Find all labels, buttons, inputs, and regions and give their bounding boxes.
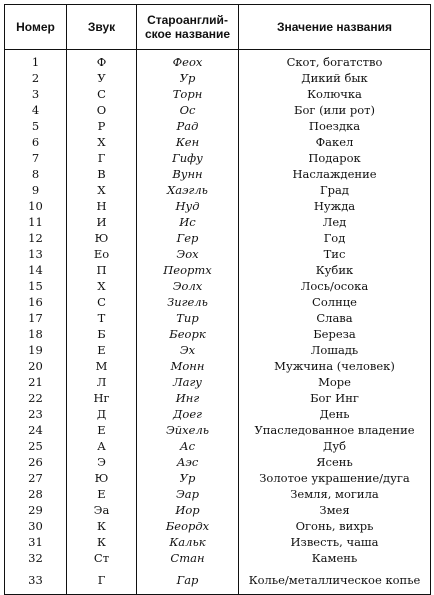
cell-old-english-name: Инг — [137, 390, 239, 406]
cell-meaning: Море — [239, 374, 431, 390]
table-row — [5, 438, 431, 454]
cell-old-english-name: Вунн — [137, 166, 239, 182]
table-row — [5, 150, 431, 166]
cell-sound: М — [67, 358, 137, 374]
table-row — [5, 198, 431, 214]
cell-meaning: Золотое украшение/дуга — [239, 470, 431, 486]
cell-sound: Г — [67, 566, 137, 595]
table-row — [5, 50, 431, 71]
table-row — [5, 518, 431, 534]
cell-old-english-name: Ур — [137, 470, 239, 486]
cell-sound: Ф — [67, 50, 137, 71]
cell-number: 26 — [5, 454, 67, 470]
table-row — [5, 294, 431, 310]
cell-number: 22 — [5, 390, 67, 406]
table-row — [5, 470, 431, 486]
cell-meaning: Ясень — [239, 454, 431, 470]
cell-number: 6 — [5, 134, 67, 150]
header-meaning: Значение названия — [239, 5, 431, 50]
cell-meaning: Бог Инг — [239, 390, 431, 406]
cell-number: 11 — [5, 214, 67, 230]
cell-sound: Ст — [67, 550, 137, 566]
cell-old-english-name: Кальк — [137, 534, 239, 550]
table-row — [5, 502, 431, 518]
table-row — [5, 86, 431, 102]
cell-meaning: Дикий бык — [239, 70, 431, 86]
cell-meaning: Нужда — [239, 198, 431, 214]
cell-old-english-name: Беордх — [137, 518, 239, 534]
cell-old-english-name: Аэс — [137, 454, 239, 470]
cell-old-english-name: Лагу — [137, 374, 239, 390]
cell-old-english-name: Торн — [137, 86, 239, 102]
cell-old-english-name: Иор — [137, 502, 239, 518]
table-row — [5, 70, 431, 86]
cell-meaning: Слава — [239, 310, 431, 326]
table-row — [5, 262, 431, 278]
cell-meaning: Огонь, вихрь — [239, 518, 431, 534]
cell-meaning: Тис — [239, 246, 431, 262]
cell-number: 8 — [5, 166, 67, 182]
cell-meaning: Год — [239, 230, 431, 246]
cell-sound: У — [67, 70, 137, 86]
cell-number: 10 — [5, 198, 67, 214]
table-row — [5, 566, 431, 595]
cell-sound: С — [67, 86, 137, 102]
cell-number: 2 — [5, 70, 67, 86]
cell-number: 13 — [5, 246, 67, 262]
cell-old-english-name: Эолх — [137, 278, 239, 294]
cell-old-english-name: Эох — [137, 246, 239, 262]
cell-meaning: Колье/металлическое копье — [239, 566, 431, 595]
cell-number: 24 — [5, 422, 67, 438]
table-row — [5, 550, 431, 566]
cell-old-english-name: Гифу — [137, 150, 239, 166]
cell-old-english-name: Стан — [137, 550, 239, 566]
runes-table-container — [4, 4, 430, 587]
table-row — [5, 310, 431, 326]
cell-old-english-name: Ур — [137, 70, 239, 86]
cell-old-english-name: Беорк — [137, 326, 239, 342]
cell-old-english-name: Тир — [137, 310, 239, 326]
cell-old-english-name: Нуд — [137, 198, 239, 214]
table-row — [5, 118, 431, 134]
cell-meaning: Дуб — [239, 438, 431, 454]
table-row — [5, 342, 431, 358]
cell-sound: К — [67, 518, 137, 534]
cell-meaning: Лед — [239, 214, 431, 230]
cell-meaning: Лошадь — [239, 342, 431, 358]
cell-sound: Х — [67, 278, 137, 294]
cell-number: 28 — [5, 486, 67, 502]
cell-old-english-name: Эйхель — [137, 422, 239, 438]
cell-number: 21 — [5, 374, 67, 390]
table-header — [5, 5, 431, 50]
table-row — [5, 134, 431, 150]
cell-sound: А — [67, 438, 137, 454]
table-row — [5, 534, 431, 550]
table-row — [5, 166, 431, 182]
cell-sound: Ео — [67, 246, 137, 262]
cell-number: 29 — [5, 502, 67, 518]
cell-old-english-name: Эх — [137, 342, 239, 358]
cell-meaning: Змея — [239, 502, 431, 518]
cell-old-english-name: Пеортх — [137, 262, 239, 278]
cell-meaning: Известь, чаша — [239, 534, 431, 550]
cell-sound: Эа — [67, 502, 137, 518]
cell-sound: Т — [67, 310, 137, 326]
cell-sound: Д — [67, 406, 137, 422]
cell-sound: Нг — [67, 390, 137, 406]
table-row — [5, 374, 431, 390]
cell-number: 3 — [5, 86, 67, 102]
table-row — [5, 422, 431, 438]
table-row — [5, 358, 431, 374]
cell-number: 18 — [5, 326, 67, 342]
cell-number: 31 — [5, 534, 67, 550]
table-row — [5, 326, 431, 342]
cell-number: 23 — [5, 406, 67, 422]
cell-sound: Р — [67, 118, 137, 134]
cell-meaning: Колючка — [239, 86, 431, 102]
cell-sound: С — [67, 294, 137, 310]
cell-meaning: Факел — [239, 134, 431, 150]
cell-sound: Ю — [67, 470, 137, 486]
header-sound: Звук — [67, 5, 137, 50]
cell-meaning: Земля, могила — [239, 486, 431, 502]
table-row — [5, 486, 431, 502]
cell-number: 9 — [5, 182, 67, 198]
cell-sound: Е — [67, 422, 137, 438]
cell-old-english-name: Рад — [137, 118, 239, 134]
cell-number: 30 — [5, 518, 67, 534]
cell-number: 17 — [5, 310, 67, 326]
cell-old-english-name: Феох — [137, 50, 239, 71]
cell-number: 1 — [5, 50, 67, 71]
table-row — [5, 230, 431, 246]
cell-sound: Х — [67, 182, 137, 198]
cell-meaning: Кубик — [239, 262, 431, 278]
cell-number: 4 — [5, 102, 67, 118]
table-row — [5, 182, 431, 198]
cell-number: 5 — [5, 118, 67, 134]
cell-number: 15 — [5, 278, 67, 294]
cell-old-english-name: Ос — [137, 102, 239, 118]
header-row — [5, 5, 431, 50]
cell-meaning: Наслаждение — [239, 166, 431, 182]
cell-sound: Л — [67, 374, 137, 390]
cell-sound: К — [67, 534, 137, 550]
table-row — [5, 278, 431, 294]
cell-old-english-name: Кен — [137, 134, 239, 150]
cell-sound: Г — [67, 150, 137, 166]
table-row — [5, 406, 431, 422]
cell-sound: Е — [67, 486, 137, 502]
cell-sound: Ю — [67, 230, 137, 246]
cell-meaning: Упаследованное владение — [239, 422, 431, 438]
table-row — [5, 214, 431, 230]
table-row — [5, 454, 431, 470]
table-row — [5, 102, 431, 118]
cell-meaning: День — [239, 406, 431, 422]
cell-sound: Э — [67, 454, 137, 470]
cell-meaning: Лось/осока — [239, 278, 431, 294]
cell-old-english-name: Доег — [137, 406, 239, 422]
cell-old-english-name: Ас — [137, 438, 239, 454]
cell-sound: Н — [67, 198, 137, 214]
runes-table — [4, 4, 431, 595]
header-old-english-name: Староанглий-ское название — [137, 5, 239, 50]
cell-meaning: Мужчина (человек) — [239, 358, 431, 374]
cell-number: 32 — [5, 550, 67, 566]
cell-sound: О — [67, 102, 137, 118]
cell-sound: И — [67, 214, 137, 230]
cell-sound: В — [67, 166, 137, 182]
cell-number: 25 — [5, 438, 67, 454]
table-body — [5, 50, 431, 595]
cell-meaning: Поездка — [239, 118, 431, 134]
cell-meaning: Береза — [239, 326, 431, 342]
cell-old-english-name: Монн — [137, 358, 239, 374]
cell-sound: Х — [67, 134, 137, 150]
cell-meaning: Град — [239, 182, 431, 198]
cell-sound: П — [67, 262, 137, 278]
cell-old-english-name: Эар — [137, 486, 239, 502]
table-row — [5, 246, 431, 262]
cell-number: 7 — [5, 150, 67, 166]
cell-number: 19 — [5, 342, 67, 358]
cell-number: 14 — [5, 262, 67, 278]
cell-sound: Е — [67, 342, 137, 358]
cell-sound: Б — [67, 326, 137, 342]
cell-meaning: Скот, богатство — [239, 50, 431, 71]
header-number: Номер — [5, 5, 67, 50]
cell-number: 12 — [5, 230, 67, 246]
cell-old-english-name: Ис — [137, 214, 239, 230]
table-row — [5, 390, 431, 406]
cell-number: 16 — [5, 294, 67, 310]
cell-number: 20 — [5, 358, 67, 374]
cell-number: 33 — [5, 566, 67, 595]
cell-meaning: Камень — [239, 550, 431, 566]
cell-old-english-name: Гер — [137, 230, 239, 246]
cell-meaning: Бог (или рот) — [239, 102, 431, 118]
cell-old-english-name: Хаэгль — [137, 182, 239, 198]
cell-meaning: Подарок — [239, 150, 431, 166]
cell-old-english-name: Гар — [137, 566, 239, 595]
cell-old-english-name: Зигель — [137, 294, 239, 310]
cell-number: 27 — [5, 470, 67, 486]
cell-meaning: Солнце — [239, 294, 431, 310]
